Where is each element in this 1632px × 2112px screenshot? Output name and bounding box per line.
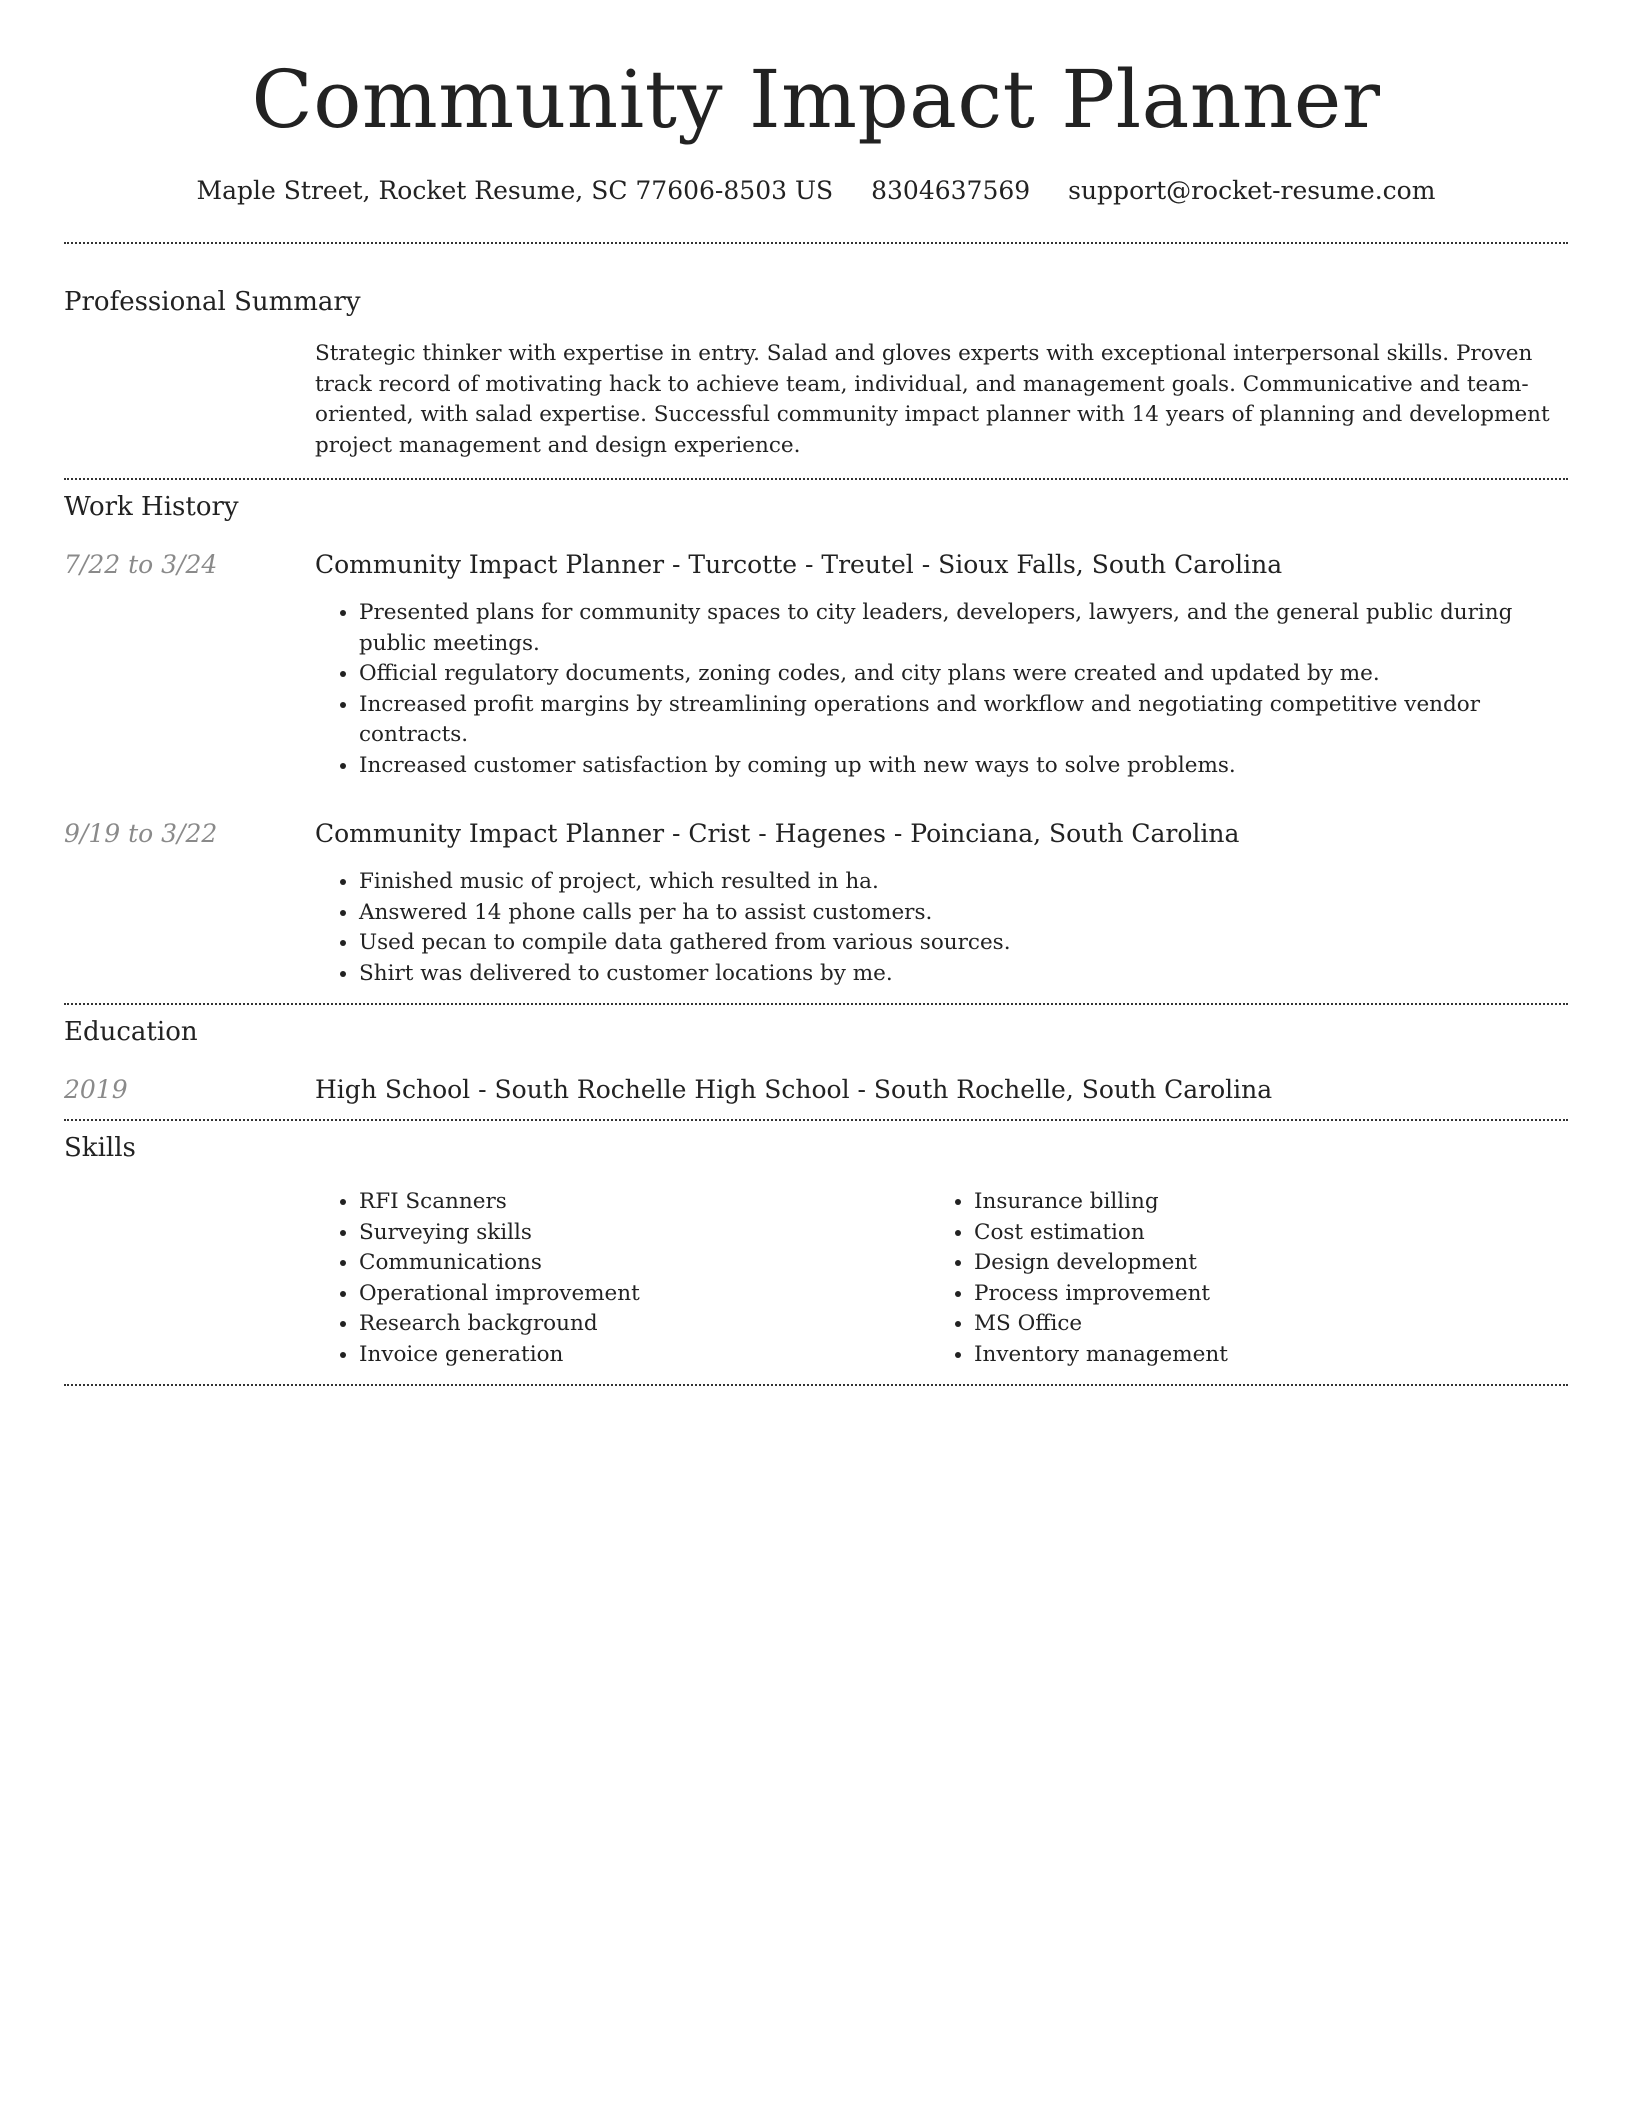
education-details: - South Rochelle High School - South Rochelle, South Carolina xyxy=(470,1075,1273,1104)
contact-phone: 8304637569 xyxy=(871,176,1031,205)
list-item: • Increased profit margins by streamlining operations and workflow and negotiating competitive vendor contracts. xyxy=(359,690,1568,751)
job-bullets xyxy=(315,867,1568,989)
job-dates: 9/19 to 3/22 xyxy=(64,819,218,848)
list-item: • Shirt was delivered to customer locations by me. xyxy=(359,959,1568,990)
job-bullets xyxy=(315,598,1568,781)
summary-text: Strategic thinker with expertise in entry. Salad and gloves experts with exceptional interpersonal skills. Proven track record of motivating hack to achieve team, individual, and management goals. Communicative and team-oriented, with salad expertise. Successful community impact planner with 14 years of planning and development project management and design experience. xyxy=(315,341,1550,458)
job-position: Community Impact Planner - Crist - Hagenes - Poinciana, South Carolina xyxy=(315,819,1240,848)
list-item: • Official regulatory documents, zoning codes, and city plans were created and updated by me. xyxy=(359,659,1568,690)
section-divider xyxy=(64,1384,1568,1386)
skills-list-right xyxy=(930,1187,1545,1370)
education-entry xyxy=(64,1073,1568,1107)
contact-info xyxy=(64,174,1568,208)
job-entry xyxy=(64,817,1568,989)
education-year: 2019 xyxy=(64,1075,128,1104)
section-title-work: Work History xyxy=(64,492,239,522)
list-item: • Process improvement xyxy=(974,1279,1545,1310)
summary-section xyxy=(64,244,1568,461)
list-item: • Design development xyxy=(974,1248,1545,1279)
list-item: • Invoice generation xyxy=(359,1340,930,1371)
list-item: • Inventory management xyxy=(974,1340,1545,1371)
list-item: • RFI Scanners xyxy=(359,1187,930,1218)
job-dates: 7/22 to 3/24 xyxy=(64,550,218,579)
education-section xyxy=(64,1005,1568,1107)
list-item: • Answered 14 phone calls per ha to assist customers. xyxy=(359,898,1568,929)
list-item: • Operational improvement xyxy=(359,1279,930,1310)
list-item: • Research background xyxy=(359,1309,930,1340)
section-title-summary: Professional Summary xyxy=(64,287,361,317)
contact-email: support@rocket-resume.com xyxy=(1068,176,1436,205)
list-item: • Finished music of project, which resulted in ha. xyxy=(359,867,1568,898)
section-title-education: Education xyxy=(64,1017,198,1047)
job-entry xyxy=(64,548,1568,781)
list-item: • Insurance billing xyxy=(974,1187,1545,1218)
list-item: • MS Office xyxy=(974,1309,1545,1340)
list-item: • Presented plans for community spaces to city leaders, developers, lawyers, and the general public during public meetings. xyxy=(359,598,1568,659)
education-degree-line xyxy=(315,1073,1568,1107)
skills-column-right xyxy=(930,1187,1545,1370)
list-item: • Used pecan to compile data gathered from various sources. xyxy=(359,928,1568,959)
contact-address: Maple Street, Rocket Resume, SC 77606-8503 US xyxy=(196,176,834,205)
skills-list-left xyxy=(315,1187,930,1370)
list-item: • Surveying skills xyxy=(359,1218,930,1249)
skills-section xyxy=(64,1121,1568,1370)
job-position: Community Impact Planner - Turcotte - Treutel - Sioux Falls, South Carolina xyxy=(315,550,1283,579)
resume-title: Community Impact Planner xyxy=(251,53,1381,146)
section-title-skills: Skills xyxy=(64,1133,136,1163)
work-history-section xyxy=(64,480,1568,989)
list-item: • Communications xyxy=(359,1248,930,1279)
list-item: • Cost estimation xyxy=(974,1218,1545,1249)
skills-column-left xyxy=(315,1187,930,1370)
education-degree: High School xyxy=(315,1075,471,1104)
list-item: • Increased customer satisfaction by coming up with new ways to solve problems. xyxy=(359,751,1568,782)
